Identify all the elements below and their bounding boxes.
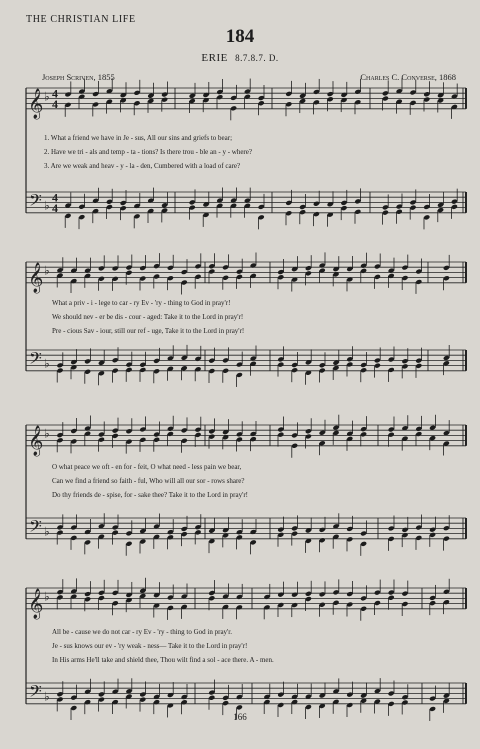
time-signature-bottom: 4 (52, 96, 59, 111)
lyric-line: 2. Have we tri - als and temp - ta - tions? Is there trou - ble an - y - where? (44, 148, 252, 156)
lyric-line: All be - cause we do not car - ry Ev - 'ry - thing to God in pray'r. (52, 628, 233, 636)
lyric-line: What a priv - i - lege to car - ry Ev - 'ry - thing to God in pray'r! (52, 299, 231, 307)
bass-clef-icon: 𝄢 (29, 680, 42, 705)
tune-line (0, 52, 480, 64)
lyricist: Joseph Scriven, 1855 (42, 72, 115, 82)
treble-staff (0, 576, 480, 627)
treble-staff (0, 413, 480, 464)
lyric-line: 1. What a friend we have in Je - sus, All our sins and griefs to bear; (44, 134, 233, 142)
bass-clef-icon: 𝄢 (29, 515, 42, 540)
hymn-number: 184 (225, 26, 255, 47)
treble-clef-icon: 𝄞 (28, 425, 44, 456)
time-signature-bottom: 4 (52, 200, 59, 215)
bass-staff (0, 506, 480, 557)
flat-icon: ♭ (44, 356, 50, 371)
lyric-line: Je - sus knows our ev - 'ry weak - ness— Take it to the Lord in pray'r! (52, 642, 248, 650)
composer: Charles C. Converse, 1868 (360, 72, 456, 82)
treble-staff (0, 250, 480, 301)
flat-icon: ♭ (44, 589, 50, 604)
treble-clef-icon: 𝄞 (28, 262, 44, 293)
lyric-line: O what peace we oft - en for - feit, O what need - less pain we bear, (52, 463, 242, 471)
treble-clef-icon: 𝄞 (28, 588, 44, 619)
meter: 8.7.8.7. D. (235, 53, 279, 63)
page-number: 166 (233, 712, 247, 722)
flat-icon: ♭ (44, 689, 50, 704)
lyric-line: 3. Are we weak and heav - y - la - den, Cumbered with a load of care? (44, 162, 241, 170)
flat-icon: ♭ (44, 426, 50, 441)
tune-name: ERIE (201, 52, 228, 64)
flat-icon: ♭ (44, 263, 50, 278)
flat-icon: ♭ (44, 524, 50, 539)
lyric-line: In His arms He'll take and shield thee, Thou wilt find a sol - ace there. A - men. (52, 656, 274, 664)
flat-icon: ♭ (44, 198, 50, 213)
lyric-line: Can we find a friend so faith - ful, Who will all our sor - rows share? (52, 477, 245, 485)
section-title: THE CHRISTIAN LIFE (26, 14, 136, 25)
time-signature-top: 4 (52, 190, 59, 205)
treble-staff (0, 76, 480, 127)
bass-clef-icon: 𝄢 (29, 347, 42, 372)
bass-clef-icon: 𝄢 (29, 189, 42, 214)
lyric-line: Do thy friends de - spise, for - sake thee? Take it to the Lord in pray'r! (52, 491, 248, 499)
flat-icon: ♭ (44, 89, 50, 104)
time-signature-top: 4 (52, 86, 59, 101)
treble-clef-icon: 𝄞 (28, 88, 44, 119)
bass-staff (0, 180, 480, 231)
bass-staff (0, 338, 480, 389)
lyric-line: Pre - cious Sav - iour, still our ref - uge, Take it to the Lord in pray'r! (52, 327, 245, 335)
lyric-line: We should nev - er be dis - cour - aged: Take it to the Lord in pray'r! (52, 313, 244, 321)
